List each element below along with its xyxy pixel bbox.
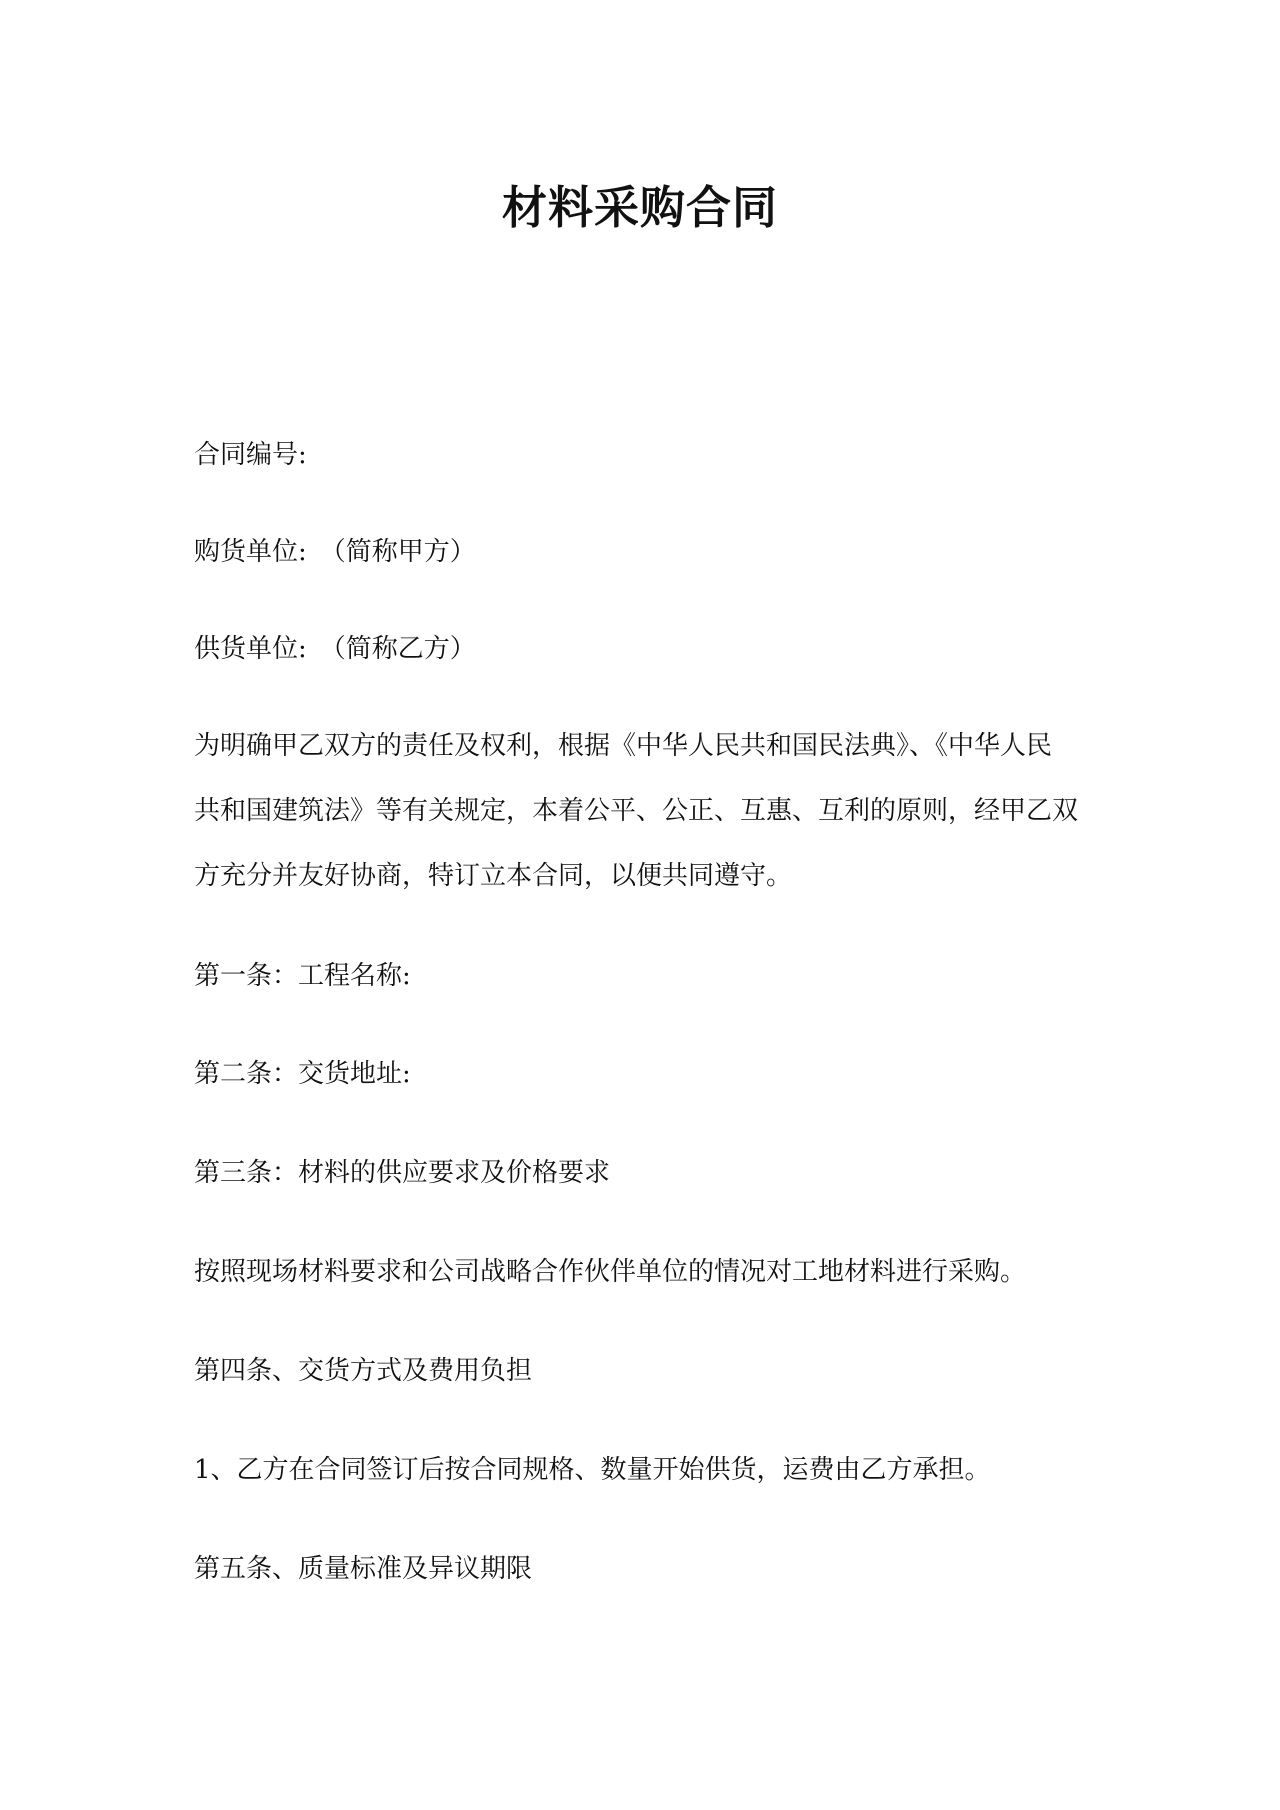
article-5-heading: 第五条、质量标准及异议期限 — [194, 1554, 533, 1584]
supplier-line: 供货单位: （简称乙方） — [194, 634, 476, 664]
article-4-item-1: 1、乙方在合同签订后按合同规格、数量开始供货，运费由乙方承担。 — [194, 1455, 991, 1485]
buyer-line: 购货单位: （简称甲方） — [194, 537, 476, 567]
article-1-heading: 第一条：工程名称: — [194, 961, 411, 991]
article-3-heading: 第三条：材料的供应要求及价格要求 — [194, 1158, 611, 1188]
article-4-heading: 第四条、交货方式及费用负担 — [194, 1356, 533, 1386]
article-2-heading: 第二条：交货地址: — [194, 1059, 411, 1089]
intro-line-2: 共和国建筑法》等有关规定，本着公平、公正、互惠、互利的原则，经甲乙双 — [194, 796, 1079, 826]
intro-line-3: 方充分并友好协商，特订立本合同，以便共同遵守。 — [194, 861, 793, 891]
intro-line-1: 为明确甲乙双方的责任及权利，根据《中华人民共和国民法典》、《中华人民 — [194, 731, 1053, 761]
contract-number-line: 合同编号: — [194, 440, 307, 470]
article-3-text: 按照现场材料要求和公司战略合作伙伴单位的情况对工地材料进行采购。 — [194, 1257, 1027, 1287]
document-title: 材料采购合同 — [501, 181, 778, 234]
